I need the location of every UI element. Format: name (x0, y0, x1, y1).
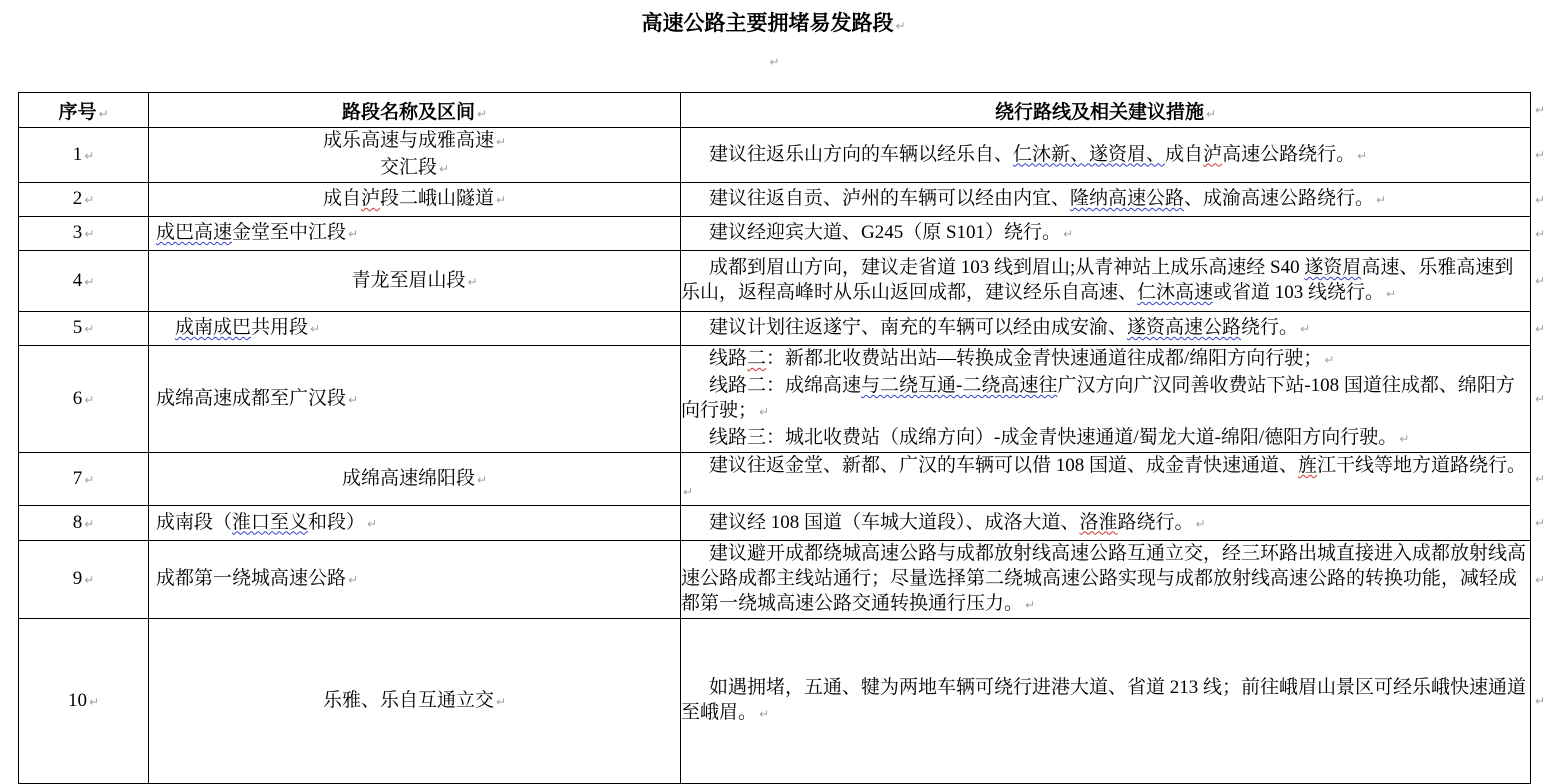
paragraph-mark-icon: ↵ (759, 405, 770, 419)
paragraph-mark-icon: ↵ (348, 573, 359, 587)
text-run: 和段） (308, 511, 366, 533)
cell-paragraph (681, 373, 1530, 425)
text-run: 线路二：成绵高速 (709, 375, 862, 396)
table-row (19, 541, 1531, 619)
paragraph-mark-icon: ↵ (759, 707, 770, 721)
cell-paragraph (19, 386, 148, 413)
table-row (19, 453, 1531, 506)
cell-paragraph (149, 128, 680, 155)
advice-cell (681, 346, 1545, 453)
paragraph-mark-icon: ↵ (683, 485, 694, 499)
cell-paragraph (156, 510, 680, 537)
cell-paragraph (681, 315, 1530, 342)
header-label: 路段名称及区间 (341, 101, 475, 123)
paragraph-mark-icon: ↵ (495, 694, 507, 709)
paragraph-mark-icon: ↵ (1376, 193, 1387, 207)
row-number-cell (19, 541, 149, 619)
cell-paragraph (681, 425, 1530, 452)
table-body (19, 128, 1545, 784)
text-run: 6 (72, 387, 83, 409)
row-number-cell (19, 183, 149, 217)
cell-paragraph (19, 466, 148, 493)
row-end-mark-icon: ↵ (1534, 274, 1545, 288)
cell-paragraph (156, 386, 680, 413)
cell-paragraph (149, 466, 680, 493)
paragraph-mark-icon: ↵ (495, 193, 507, 207)
page-title (0, 0, 1547, 41)
table-header-row (19, 93, 1531, 128)
text-run (156, 317, 175, 338)
text-run: 、成渝高速公路绕行。 (1184, 188, 1375, 209)
paragraph-mark-icon: ↵ (84, 516, 95, 531)
paragraph-mark-icon: ↵ (84, 274, 95, 289)
row-end-mark-icon: ↵ (1534, 472, 1545, 486)
cell-paragraph (681, 346, 1530, 373)
spellcheck-blue-underline: 遂资眉 (1304, 257, 1362, 278)
advice-cell (681, 453, 1545, 506)
cell-paragraph (681, 186, 1530, 213)
row-end-mark-icon: ↵ (1534, 516, 1545, 530)
paragraph-mark-icon: ↵ (348, 227, 359, 241)
paragraph-mark-icon: ↵ (438, 162, 450, 176)
paragraph-mark-icon: ↵ (467, 274, 478, 289)
text-run: 共用段 (251, 317, 309, 338)
paragraph-mark-icon: ↵ (495, 135, 507, 149)
row-end-mark-icon: ↵ (1534, 321, 1545, 336)
paragraph-mark-icon: ↵ (1025, 598, 1036, 612)
advice-cell (681, 251, 1545, 312)
header-serial-number (19, 93, 149, 128)
text-run: 9 (72, 568, 83, 589)
text-run: 建议计划往返遂宁、南充的车辆可以经由成安渝、 (709, 317, 1128, 338)
advice-cell (681, 128, 1545, 183)
text-run: 成自 (322, 188, 361, 209)
row-number-cell (19, 619, 149, 784)
text-run: 高速、乐雅高速到乐山，返程高峰时从乐山返回成都，建议经乐自高速、 (681, 257, 1514, 303)
paragraph-mark-icon: ↵ (310, 322, 321, 336)
paragraph-mark-icon: ↵ (1300, 322, 1311, 336)
cell-paragraph (681, 541, 1530, 618)
text-run: 金堂至中江段 (232, 222, 347, 243)
text-run: 路绕行。 (1117, 511, 1194, 533)
paragraph-mark-icon: ↵ (348, 392, 359, 407)
section-name-cell (149, 619, 681, 784)
advice-cell (681, 217, 1545, 251)
cell-paragraph (19, 566, 148, 593)
section-name-cell (149, 251, 681, 312)
section-name-cell (149, 128, 681, 183)
cell-paragraph (156, 315, 680, 342)
paragraph-mark-icon: ↵ (476, 106, 488, 121)
spellcheck-red-underline: 二 (747, 348, 767, 369)
text-run: 交汇段 (379, 157, 437, 178)
row-number-cell (19, 506, 149, 541)
text-run: 线路三：城北收费站（成绵方向）-成金青快速通道/蜀龙大道-绵阳/德阳方向行驶。 (709, 427, 1398, 448)
paragraph-mark-icon: ↵ (84, 193, 95, 207)
cell-paragraph (19, 510, 148, 537)
text-run: 建议往返乐山方向的车辆以经乐自、 (709, 143, 1014, 165)
paragraph-mark-icon: ↵ (84, 392, 95, 407)
text-run: 建议往返自贡、泸州的车辆可以经由内宜、 (709, 188, 1071, 209)
row-number-cell (19, 251, 149, 312)
congestion-table (18, 92, 1545, 784)
paragraph-mark-icon: ↵ (367, 516, 378, 531)
spellcheck-blue-underline: 隆纳高速公路 (1070, 188, 1185, 209)
text-run: 青龙至眉山段 (351, 269, 466, 291)
row-end-mark-icon: ↵ (1534, 226, 1545, 241)
page-title-text: 高速公路主要拥堵易发路段 (641, 11, 894, 35)
cell-paragraph (149, 268, 680, 295)
advice-cell (681, 312, 1545, 346)
spellcheck-blue-underline: 与二绕互通-二绕高速往 (861, 375, 1058, 396)
text-run: 高速公路绕行。 (1222, 143, 1356, 165)
spellcheck-blue-underline: 成巴高速 (156, 222, 233, 243)
paragraph-mark-icon: ↵ (1205, 106, 1217, 121)
paragraph-mark-icon: ↵ (84, 148, 95, 163)
spellcheck-blue-underline: 淮口至义 (232, 511, 309, 533)
row-end-mark-icon: ↵ (1534, 192, 1545, 207)
row-end-mark-icon: ↵ (1534, 572, 1545, 587)
row-number-cell (19, 453, 149, 506)
text-run: 8 (72, 511, 83, 533)
cell-paragraph (681, 510, 1530, 537)
text-run: 建议避开成都绕城高速公路与成都放射线高速公路互通立交，经三环路出城直接进入成都放射线高速公路成都主线站通行；尽量选择第二绕城高速公路实现与成都放射线高速公路的转换功能，减轻成都第一绕城高速公路交通转换通行压力。 (681, 543, 1527, 614)
text-run: 绕行。 (1241, 317, 1299, 338)
cell-paragraph (19, 688, 148, 715)
section-name-cell (149, 217, 681, 251)
paragraph-mark-icon: ↵ (1357, 148, 1368, 163)
text-run: 建议往返金堂、新都、广汉的车辆可以借 108 国道、成金青快速通道、 (709, 455, 1299, 476)
table-row (19, 217, 1531, 251)
paragraph-mark-icon: ↵ (88, 694, 100, 709)
paragraph-mark-icon: ↵ (98, 106, 109, 121)
row-end-mark-icon: ↵ (1534, 694, 1545, 708)
cell-paragraph (149, 155, 680, 182)
text-run: 线路 (709, 348, 748, 369)
paragraph-mark-icon: ↵ (84, 227, 95, 241)
cell-paragraph (156, 220, 680, 247)
cell-paragraph (681, 453, 1530, 505)
text-run: 1 (72, 143, 83, 165)
paragraph-mark-icon: ↵ (84, 573, 95, 587)
cell-paragraph (149, 186, 680, 213)
cell-paragraph (19, 268, 148, 295)
paragraph-mark-icon: ↵ (1195, 516, 1206, 531)
cell-paragraph (19, 142, 148, 169)
header-detour-advice (681, 93, 1545, 128)
text-run: 4 (72, 269, 83, 291)
spellcheck-red-underline: 洛淮 (1079, 511, 1118, 533)
spellcheck-blue-underline: 仁沐新、遂资眉、 (1013, 143, 1166, 165)
text-run: 2 (72, 188, 83, 209)
spellcheck-red-underline: 泸 (360, 188, 380, 209)
text-run: 或省道 103 线绕行。 (1213, 282, 1385, 303)
text-run: 3 (72, 222, 83, 243)
section-name-cell (149, 453, 681, 506)
section-name-cell (149, 541, 681, 619)
paragraph-mark-icon: ↵ (769, 55, 780, 69)
advice-cell (681, 183, 1545, 217)
cell-paragraph (681, 255, 1530, 307)
text-run: 建议经迎宾大道、G245（原 S101）绕行。 (709, 222, 1062, 243)
text-run: 5 (72, 317, 83, 338)
row-number-cell (19, 312, 149, 346)
cell-paragraph (19, 220, 148, 247)
paragraph-mark-icon: ↵ (1399, 432, 1410, 446)
table-row (19, 128, 1531, 183)
advice-cell (681, 506, 1545, 541)
header-label: 绕行路线及相关建议措施 (994, 101, 1204, 123)
table-row (19, 183, 1531, 217)
spellcheck-red-underline: 泸 (1203, 143, 1223, 165)
text-run: 成自 (1165, 143, 1204, 165)
row-number-cell (19, 217, 149, 251)
paragraph-mark-icon: ↵ (476, 472, 488, 487)
row-number-cell (19, 346, 149, 453)
paragraph-mark-icon: ↵ (1324, 353, 1335, 367)
row-number-cell (19, 128, 149, 183)
row-end-mark-icon: ↵ (1534, 148, 1545, 162)
text-run: 成都到眉山方向，建议走省道 103 线到眉山;从青神站上成乐高速经 S40 (709, 257, 1305, 278)
text-run: 成南段（ (156, 511, 233, 533)
advice-cell (681, 541, 1545, 619)
table-row (19, 346, 1531, 453)
paragraph-mark-icon: ↵ (895, 19, 906, 33)
text-run: 10 (67, 689, 87, 711)
spellcheck-red-underline: 旌 (1298, 455, 1318, 476)
section-name-cell (149, 183, 681, 217)
text-run: 江干线等地方道路绕行。 (1317, 455, 1527, 476)
section-name-cell (149, 346, 681, 453)
spellcheck-blue-underline: 成南成巴 (175, 317, 252, 338)
table-row (19, 506, 1531, 541)
header-section-name (149, 93, 681, 128)
text-run: 7 (72, 467, 83, 489)
header-label: 序号 (58, 101, 97, 123)
row-end-mark-icon: ↵ (1534, 103, 1545, 117)
text-run: ：新都北收费站出站—转换成金青快速通道往成都/绵阳方向行驶； (766, 348, 1323, 369)
advice-cell (681, 619, 1545, 784)
section-name-cell (149, 312, 681, 346)
text-run: 建议经 108 国道（车城大道段）、成洛大道、 (709, 511, 1080, 533)
cell-paragraph (681, 220, 1530, 247)
paragraph-mark-icon: ↵ (1386, 287, 1397, 301)
text-run: 广汉方向广汉同善收费站下站-108 国道往成都、绵阳方向行驶； (681, 375, 1515, 421)
text-run: 成乐高速与成雅高速 (322, 130, 494, 151)
text-run: 段二峨山隧道 (379, 188, 494, 209)
cell-paragraph (681, 142, 1530, 169)
paragraph-mark-icon: ↵ (1063, 227, 1074, 241)
cell-paragraph (149, 688, 680, 715)
text-run: 乐雅、乐自互通立交 (322, 689, 494, 711)
text-run: 成都第一绕城高速公路 (156, 568, 347, 589)
spellcheck-blue-underline: 遂资高速公路 (1127, 317, 1242, 338)
row-end-mark-icon: ↵ (1534, 392, 1545, 406)
section-name-cell (149, 506, 681, 541)
cell-paragraph (681, 675, 1530, 727)
paragraph-mark-icon: ↵ (84, 322, 95, 336)
paragraph-mark-icon: ↵ (84, 472, 95, 487)
table-row (19, 251, 1531, 312)
text-run: 成绵高速成都至广汉段 (156, 387, 347, 409)
cell-paragraph (19, 315, 148, 342)
cell-paragraph (19, 186, 148, 213)
table-row (19, 312, 1531, 346)
cell-paragraph (156, 566, 680, 593)
text-run: 成绵高速绵阳段 (341, 467, 475, 489)
spellcheck-blue-underline: 仁沐高速 (1137, 282, 1214, 303)
empty-paragraph (0, 53, 1547, 71)
text-run: 如遇拥堵，五通、犍为两地车辆可绕行进港大道、省道 213 线；前往峨眉山景区可经乐峨快速通道至峨眉。 (681, 677, 1527, 723)
table-row (19, 619, 1531, 784)
